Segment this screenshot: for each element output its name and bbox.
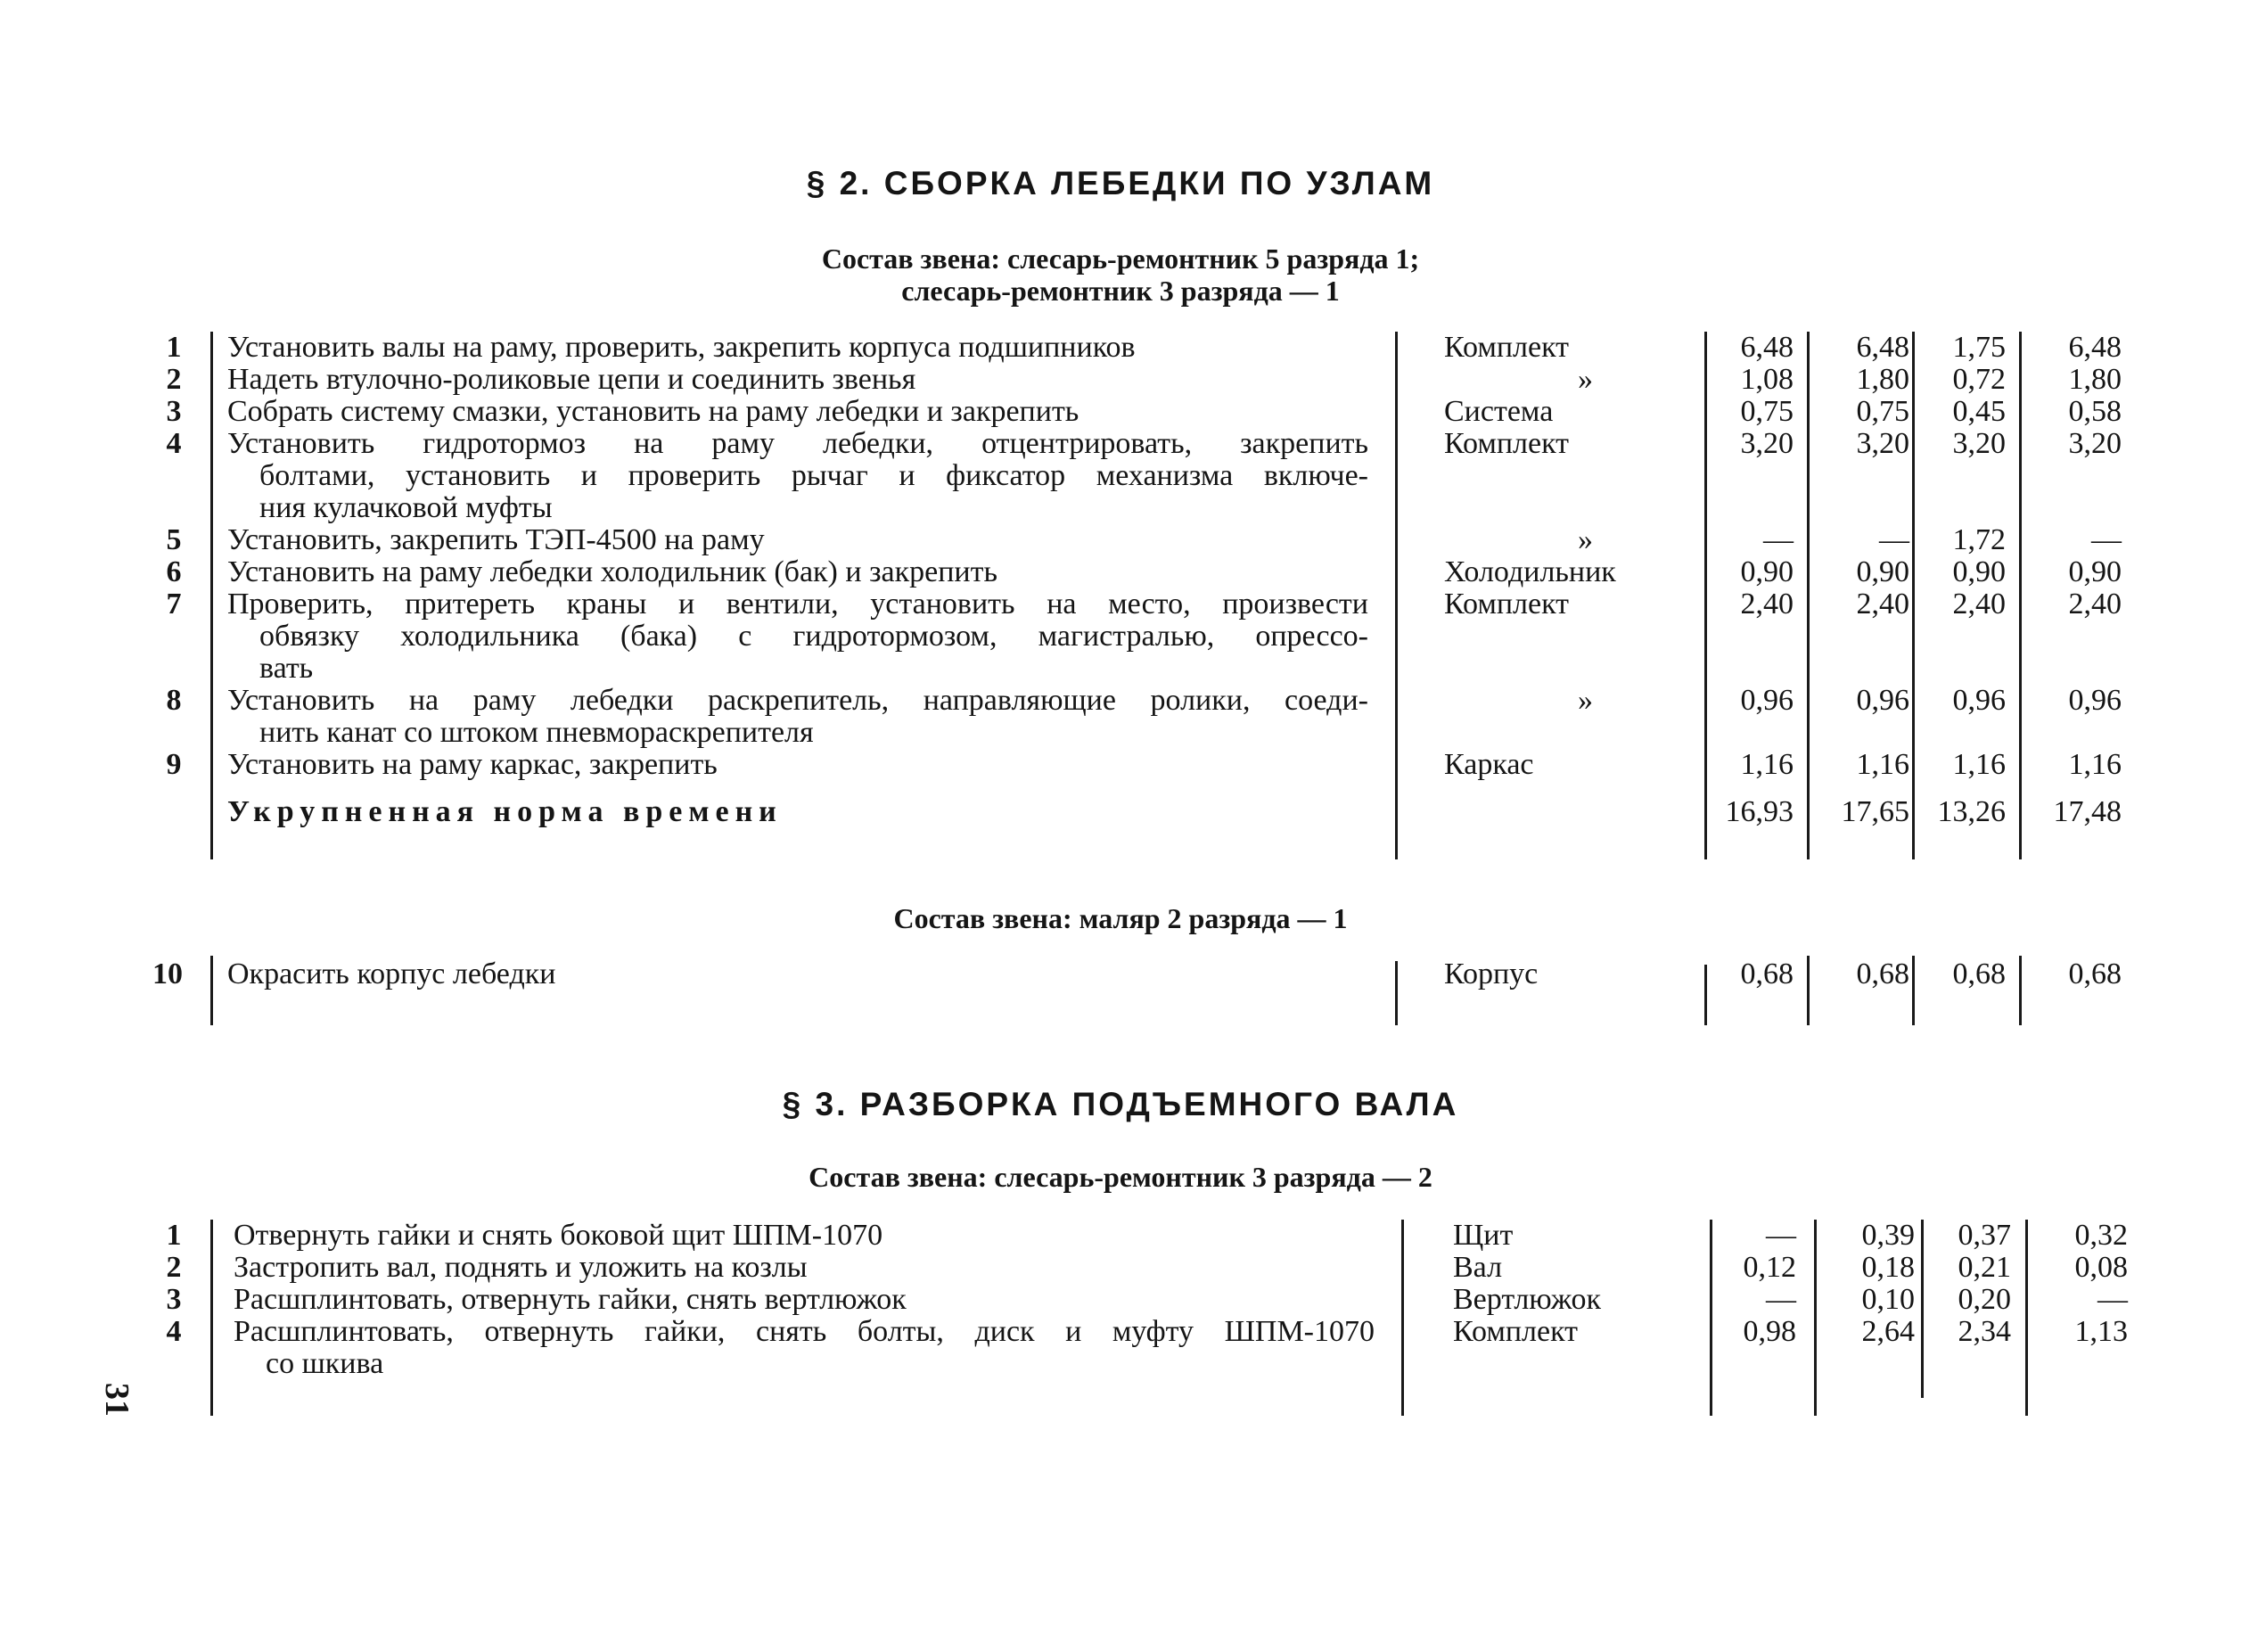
row-description	[234, 1220, 1375, 1252]
row-num: 6	[166, 555, 182, 588]
section3-crew: Состав звена: слесарь-ремонтник 3 разряда — 2	[809, 1161, 1432, 1193]
row-value-3: 0,72	[1952, 363, 2006, 396]
table-row	[0, 1284, 2241, 1316]
row-unit: »	[1578, 684, 1593, 717]
row-value-2: 0,10	[1861, 1283, 1915, 1316]
row-num: 1	[166, 331, 182, 364]
row-value-1: 0,96	[1740, 684, 1794, 717]
table-row	[0, 958, 2241, 990]
row-value-4: 0,58	[2068, 395, 2122, 428]
total-value-1: 16,93	[1725, 795, 1794, 828]
row-description	[227, 685, 1368, 749]
row-value-2: 0,96	[1856, 684, 1909, 717]
row-description-line: Установить валы на раму, проверить, закрепить корпуса подшипников	[227, 331, 1136, 364]
row-description	[227, 428, 1368, 524]
row-unit: Система	[1444, 395, 1554, 428]
row-value-2: 6,48	[1856, 331, 1909, 364]
row-value-2: 2,64	[1861, 1315, 1915, 1348]
row-description-line: Установить на раму лебедки раскрепитель, направляющие ролики, соеди-	[227, 684, 1368, 717]
row-value-2: 0,90	[1856, 555, 1909, 588]
row-value-2: 0,18	[1861, 1251, 1915, 1284]
section2-title: § 2. СБОРКА ЛЕБЕДКИ ПО УЗЛАМ	[806, 165, 1435, 201]
row-num: 5	[166, 523, 182, 556]
row-description-line: Расшплинтовать, отвернуть гайки, снять вертлюжок	[234, 1283, 907, 1316]
row-value-3: 0,37	[1958, 1219, 2011, 1252]
row-value-4: 0,32	[2074, 1219, 2128, 1252]
row-description-line: Собрать систему смазки, установить на раму лебедки и закрепить	[227, 395, 1079, 428]
table-row	[0, 428, 2241, 524]
row-description-line: Окрасить корпус лебедки	[227, 958, 556, 990]
row-description-line: Отвернуть гайки и снять боковой щит ШПМ-1070	[234, 1219, 883, 1252]
row-unit: Щит	[1453, 1219, 1514, 1252]
row-unit: Вертлюжок	[1453, 1283, 1602, 1316]
table-row	[0, 556, 2241, 588]
row-value-4: 3,20	[2068, 427, 2122, 460]
row-description	[227, 332, 1368, 364]
total-value-3: 13,26	[1937, 795, 2006, 828]
section2-crew-line2: слесарь-ремонтник 3 разряда — 1	[901, 275, 1340, 307]
row-value-1: 0,90	[1740, 555, 1794, 588]
row-description-line: ния кулачковой муфты	[259, 491, 553, 524]
row-value-2: 0,39	[1861, 1219, 1915, 1252]
row-value-2: —	[1879, 523, 1909, 556]
row-description	[227, 364, 1368, 396]
row-value-1: 0,98	[1743, 1315, 1796, 1348]
row-unit: Комплект	[1453, 1315, 1579, 1348]
row-value-4: —	[2097, 1283, 2128, 1316]
row-value-4: 6,48	[2068, 331, 2122, 364]
row-value-4: 0,90	[2068, 555, 2122, 588]
row-value-1: 2,40	[1740, 588, 1794, 621]
row-value-4: 1,80	[2068, 363, 2122, 396]
row-num: 4	[166, 1315, 182, 1348]
section2-crew-line1: Состав звена: слесарь-ремонтник 5 разряда 1;	[821, 242, 1420, 275]
row-unit: »	[1578, 363, 1593, 396]
total-label: Укрупненная норма времени	[227, 795, 783, 828]
row-value-3: 0,21	[1958, 1251, 2011, 1284]
table-row	[0, 1252, 2241, 1284]
table-row	[0, 749, 2241, 781]
row-value-2: 1,80	[1856, 363, 1909, 396]
row-value-3: 1,72	[1952, 523, 2006, 556]
row-value-2: 3,20	[1856, 427, 1909, 460]
row-num: 2	[166, 1251, 182, 1284]
row-value-4: —	[2091, 523, 2122, 556]
table-row	[0, 588, 2241, 685]
row-description-line: Проверить, притереть краны и вентили, установить на место, произвести	[227, 588, 1368, 621]
row-num: 1	[166, 1219, 182, 1252]
row-unit: »	[1578, 523, 1593, 556]
row-value-1: —	[1766, 1283, 1796, 1316]
row-description-line: со шкива	[266, 1347, 384, 1380]
row-value-2: 0,68	[1856, 958, 1909, 990]
row-num: 4	[166, 427, 182, 460]
row-value-3: 2,40	[1952, 588, 2006, 621]
row-num: 10	[152, 958, 183, 990]
row-value-1: 0,75	[1740, 395, 1794, 428]
row-unit: Корпус	[1444, 958, 1539, 990]
row-value-1: 1,08	[1740, 363, 1794, 396]
row-description	[234, 1252, 1375, 1284]
total-value-4: 17,48	[2053, 795, 2122, 828]
row-value-2: 2,40	[1856, 588, 1909, 621]
row-description-line: Застропить вал, поднять и уложить на козлы	[234, 1251, 808, 1284]
row-description	[227, 588, 1368, 685]
row-value-4: 1,16	[2068, 748, 2122, 781]
section2-crew	[0, 242, 2241, 307]
row-value-4: 0,08	[2074, 1251, 2128, 1284]
row-description	[227, 749, 1368, 781]
row-description-line: Расшплинтовать, отвернуть гайки, снять болты, диск и муфту ШПМ-1070	[234, 1315, 1375, 1348]
row-value-4: 2,40	[2068, 588, 2122, 621]
table-row	[0, 364, 2241, 396]
row-value-3: 1,16	[1952, 748, 2006, 781]
row-description-line: болтами, установить и проверить рычаг и фиксатор механизма включе-	[259, 459, 1368, 492]
row-description-line: вать	[259, 652, 314, 685]
row-description	[227, 958, 1368, 990]
row-unit: Комплект	[1444, 427, 1570, 460]
row-num: 2	[166, 363, 182, 396]
row-description-line: Установить, закрепить ТЭП-4500 на раму	[227, 523, 765, 556]
row-description-line: Установить на раму лебедки холодильник (бак) и закрепить	[227, 555, 997, 588]
row-value-4: 0,68	[2068, 958, 2122, 990]
row-description	[234, 1316, 1375, 1380]
row-unit: Каркас	[1444, 748, 1534, 781]
row-value-2: 0,75	[1856, 395, 1909, 428]
row-num: 8	[166, 684, 182, 717]
table-row	[0, 685, 2241, 749]
row-value-3: 0,96	[1952, 684, 2006, 717]
row-value-2: 1,16	[1856, 748, 1909, 781]
row-num: 3	[166, 1283, 182, 1316]
row-value-1: 6,48	[1740, 331, 1794, 364]
table-row	[0, 1316, 2241, 1380]
row-description-line: Надеть втулочно-роликовые цепи и соединить звенья	[227, 363, 916, 396]
total-row	[0, 796, 2241, 828]
row-value-1: 0,12	[1743, 1251, 1796, 1284]
row-value-3: 2,34	[1958, 1315, 2011, 1348]
table-row	[0, 396, 2241, 428]
row-value-3: 1,75	[1952, 331, 2006, 364]
row-value-4: 0,96	[2068, 684, 2122, 717]
row-description	[227, 556, 1368, 588]
table-row	[0, 1220, 2241, 1252]
row-unit: Холодильник	[1444, 555, 1616, 588]
row-num: 7	[166, 588, 182, 621]
row-value-3: 0,90	[1952, 555, 2006, 588]
table-row	[0, 332, 2241, 364]
row-description-line: нить канат со штоком пневмораскрепителя	[259, 716, 814, 749]
row-value-3: 0,68	[1952, 958, 2006, 990]
section3-title: § 3. РАЗБОРКА ПОДЪЕМНОГО ВАЛА	[782, 1086, 1459, 1122]
table-row	[0, 524, 2241, 556]
row-description	[234, 1284, 1375, 1316]
row-description	[227, 396, 1368, 428]
row-num: 3	[166, 395, 182, 428]
section2-crew-painter: Состав звена: маляр 2 разряда — 1	[893, 902, 1348, 934]
row-unit: Комплект	[1444, 588, 1570, 621]
row-description-line: обвязку холодильника (бака) с гидротормозом, магистралью, опрессо-	[259, 620, 1368, 653]
row-value-1: —	[1766, 1219, 1796, 1252]
row-value-3: 0,20	[1958, 1283, 2011, 1316]
row-value-3: 0,45	[1952, 395, 2006, 428]
row-unit: Вал	[1453, 1251, 1503, 1284]
total-value-2: 17,65	[1841, 795, 1909, 828]
row-value-3: 3,20	[1952, 427, 2006, 460]
row-unit: Комплект	[1444, 331, 1570, 364]
row-value-1: 1,16	[1740, 748, 1794, 781]
row-description-line: Установить на раму каркас, закрепить	[227, 748, 718, 781]
page-number: 31	[98, 1383, 135, 1417]
row-value-4: 1,13	[2074, 1315, 2128, 1348]
row-value-1: 0,68	[1740, 958, 1794, 990]
row-value-1: —	[1763, 523, 1794, 556]
row-num: 9	[166, 748, 182, 781]
row-description-line: Установить гидротормоз на раму лебедки, отцентрировать, закрепить	[227, 427, 1368, 460]
row-value-1: 3,20	[1740, 427, 1794, 460]
row-description	[227, 524, 1368, 556]
